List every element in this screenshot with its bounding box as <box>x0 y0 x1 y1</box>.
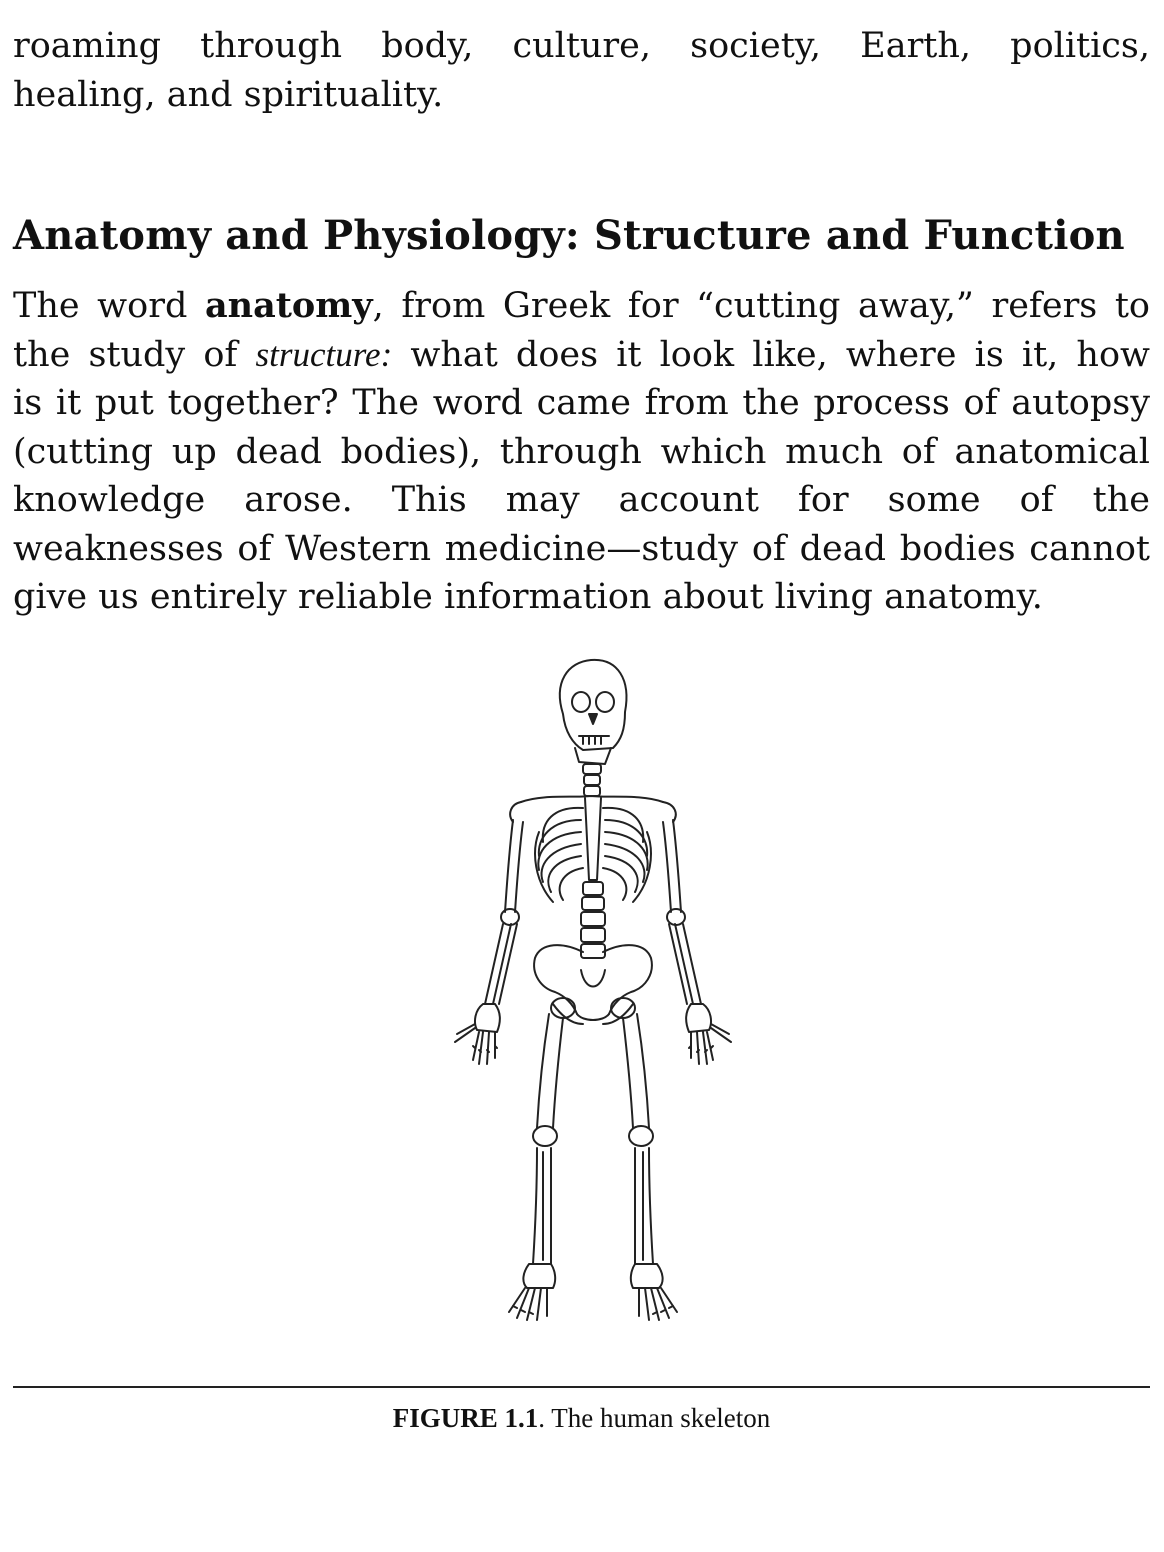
text-run: The word <box>13 286 205 326</box>
term-anatomy: anatomy <box>204 285 373 326</box>
left-leg <box>509 1014 563 1320</box>
text-run: , from Greek for “cutting away,” refers to <box>372 286 1150 326</box>
intro-line: roaming through body, culture, society, Earth, politics, <box>13 26 1150 66</box>
paragraph-line <box>13 331 1150 380</box>
figure-caption <box>13 1400 1150 1436</box>
skeleton-illustration <box>413 652 773 1337</box>
left-arm <box>455 820 523 1064</box>
text-run: the study of <box>13 334 256 375</box>
spine <box>581 764 605 958</box>
paragraph-line <box>13 282 1150 331</box>
intro-line: healing, and spirituality. <box>13 74 444 115</box>
figure-rule <box>13 1386 1150 1388</box>
text-run: what does it look like, where is it, how <box>392 334 1150 375</box>
intro-paragraph <box>13 22 1150 119</box>
figure-caption-text: . The human skeleton <box>538 1403 771 1433</box>
paragraph-line: is it put together? The word came from the process of autopsy <box>13 383 1150 423</box>
paragraph-line: weaknesses of Western medicine—study of dead bodies cannot <box>13 528 1150 569</box>
pelvis <box>534 945 652 1024</box>
section-heading: Anatomy and Physiology: Structure and Function <box>13 212 1125 259</box>
figure-label: FIGURE 1.1 <box>392 1403 539 1433</box>
term-structure: structure: <box>255 334 393 374</box>
right-arm <box>663 820 731 1064</box>
right-leg <box>623 1014 677 1320</box>
paragraph-line: (cutting up dead bodies), through which much of anatomical <box>13 431 1150 472</box>
paragraph-line: give us entirely reliable information about living anatomy. <box>13 577 1043 617</box>
rib-cage <box>535 798 651 902</box>
shoulders <box>510 796 676 822</box>
paragraph-line: knowledge arose. This may account for some of the <box>13 480 1150 520</box>
body-paragraph <box>13 282 1150 622</box>
skull <box>560 660 627 764</box>
